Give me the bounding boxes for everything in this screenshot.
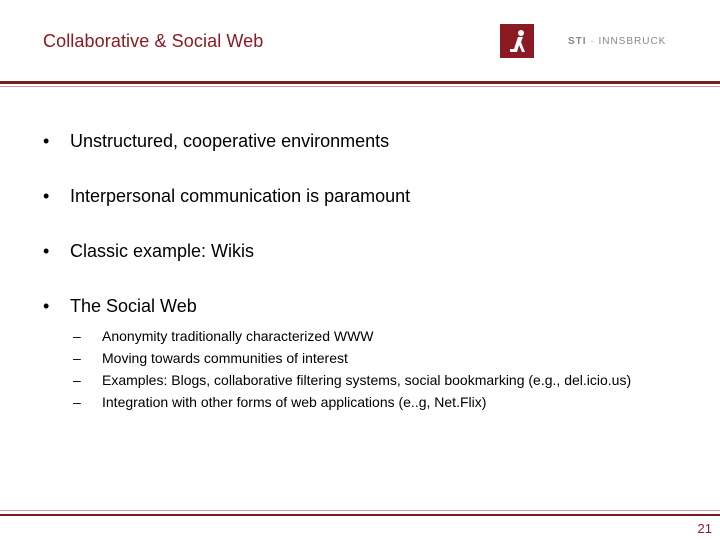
page-number: 21 xyxy=(697,521,712,536)
bullet-text: The Social Web xyxy=(70,296,197,316)
sub-bullet-item xyxy=(70,347,703,369)
bullet-text: Interpersonal communication is paramount xyxy=(70,186,411,206)
header-rule-thin xyxy=(0,86,720,87)
sub-bullet-text: Anonymity traditionally characterized WWW xyxy=(102,328,374,344)
bullet-symbol: • xyxy=(43,241,50,261)
bullet-item xyxy=(43,130,703,152)
sub-bullet-list xyxy=(70,325,703,413)
sub-bullet-text: Moving towards communities of interest xyxy=(102,350,348,366)
slide-title: Collaborative & Social Web xyxy=(43,31,264,51)
sub-bullet-symbol: – xyxy=(73,350,81,366)
bullet-text: Unstructured, cooperative environments xyxy=(70,131,390,151)
header-rule xyxy=(0,81,720,84)
sub-bullet-text: Examples: Blogs, collaborative filtering systems, social bookmarking (e.g., del.icio.us) xyxy=(102,372,632,388)
footer-rule xyxy=(0,514,720,516)
sub-bullet-text: Integration with other forms of web applications (e..g, Net.Flix) xyxy=(102,394,487,410)
sti-innsbruck-logo xyxy=(500,24,666,58)
logo-separator: · xyxy=(586,35,599,47)
sub-bullet-item xyxy=(70,325,703,347)
sub-bullet-symbol: – xyxy=(73,394,81,410)
sti-logo-icon xyxy=(500,24,534,58)
logo-text xyxy=(568,36,666,47)
sub-bullet-item xyxy=(70,369,703,391)
bullet-item xyxy=(43,185,703,207)
bullet-symbol: • xyxy=(43,186,50,206)
bullet-symbol: • xyxy=(43,296,50,316)
logo-location: INNSBRUCK xyxy=(598,35,667,47)
bullet-text: Classic example: Wikis xyxy=(70,241,255,261)
bullet-symbol: • xyxy=(43,131,50,151)
bullet-list xyxy=(43,130,703,446)
sub-bullet-item xyxy=(70,391,703,413)
footer-rule-thin xyxy=(0,510,720,511)
logo-brand: STI xyxy=(568,35,587,47)
sub-bullet-symbol: – xyxy=(73,372,81,388)
sub-bullet-symbol: – xyxy=(73,328,81,344)
bullet-item xyxy=(43,295,703,413)
bullet-item xyxy=(43,240,703,262)
